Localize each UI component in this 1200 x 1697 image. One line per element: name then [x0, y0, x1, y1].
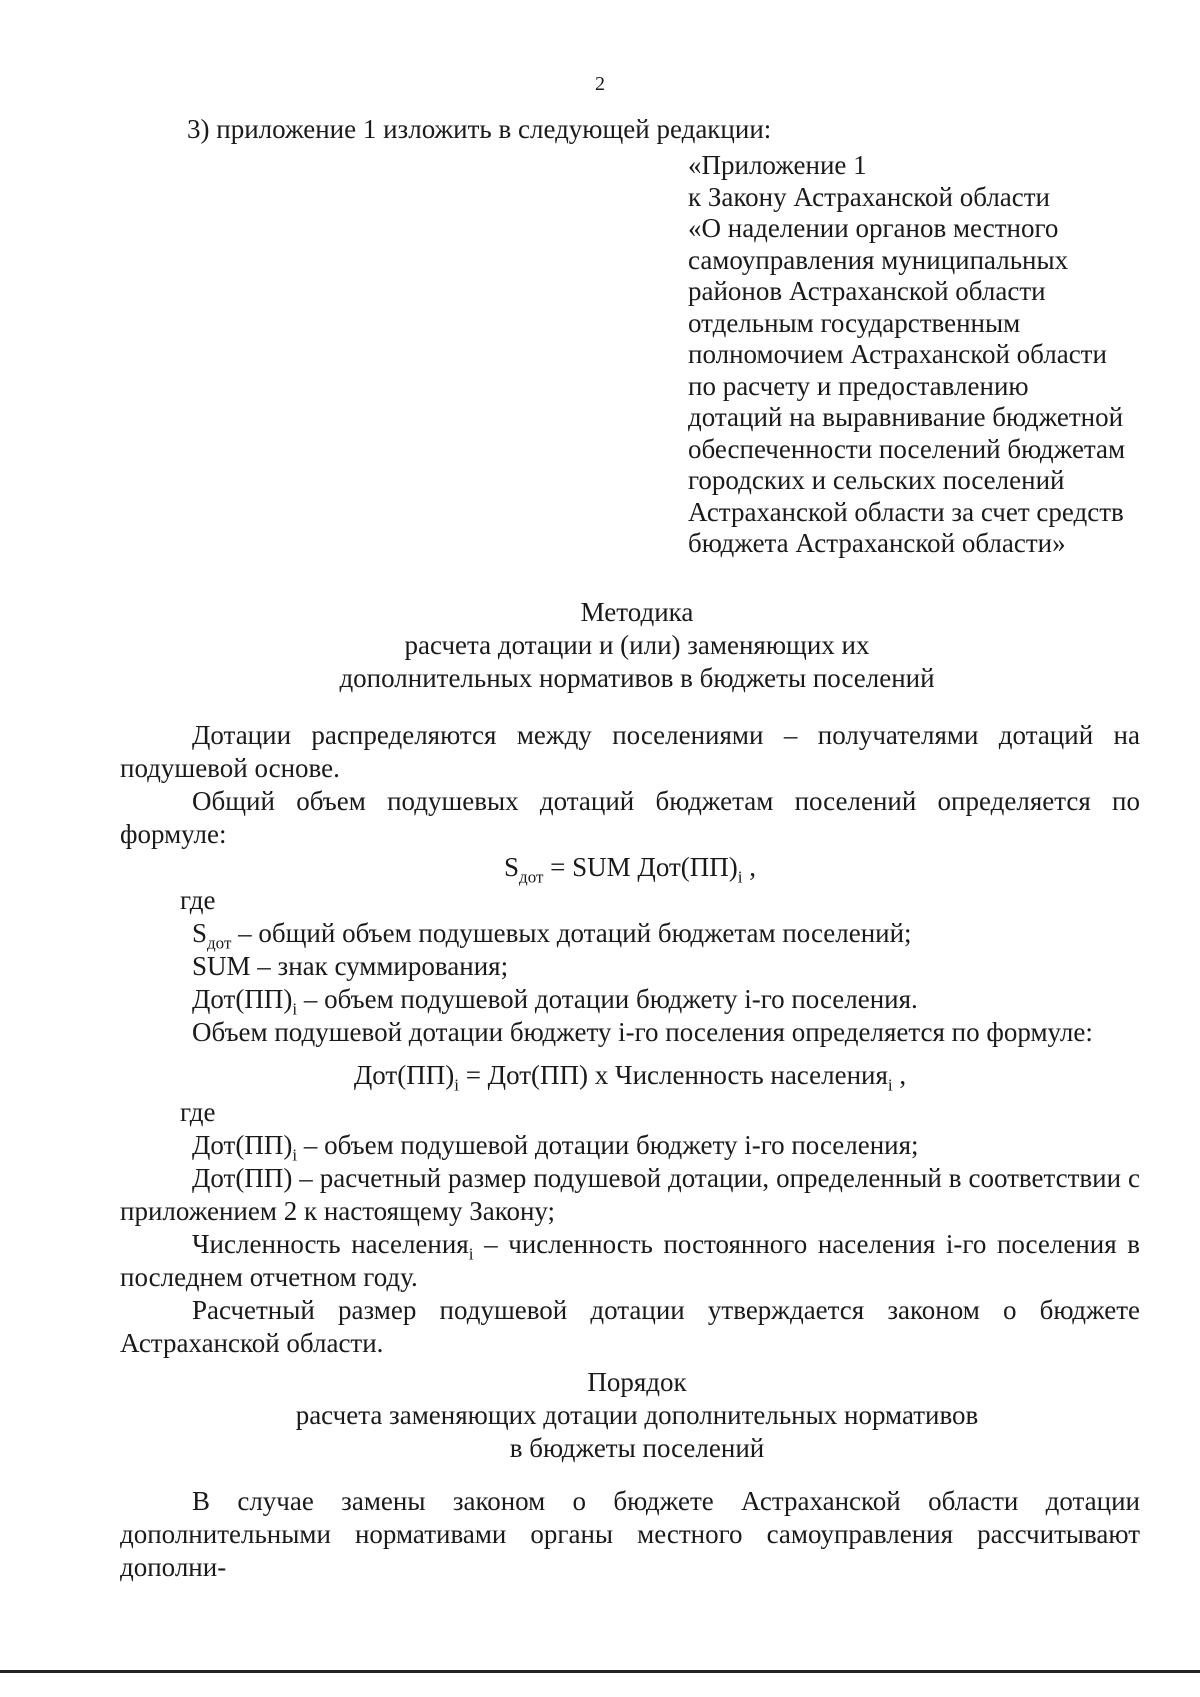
appendix-line: полномочием Астраханской области — [688, 339, 1107, 369]
formula — [120, 1059, 1140, 1095]
formula-subscript: i — [737, 867, 743, 887]
formula-subscript: i — [887, 1075, 893, 1095]
bottom-rule — [0, 1670, 1200, 1673]
formula-subscript: дот — [519, 867, 544, 887]
formula-symbol: Дот(ПП) — [353, 1060, 455, 1090]
order-subheading: расчета заменяющих дотации дополнительных нормативов — [295, 1400, 979, 1430]
definition-text: – объем подушевой дотации бюджету i-го поселения. — [297, 984, 918, 1014]
methodology-heading: Методика — [580, 597, 694, 627]
appendix-line: отдельным государственным — [688, 307, 1021, 338]
paragraph: В случае замены законом о бюджете Астраханской области дотации дополнительными нормативами органы местного самоуправления рассчитывают дополни- — [120, 1486, 1140, 1582]
definition — [120, 1228, 1140, 1294]
appendix-line: бюджета Астраханской области» — [688, 528, 1066, 558]
paragraph: Общий объем подушевых дотаций бюджетам поселений определяется по формуле: — [120, 786, 1140, 849]
definition-subscript: i — [468, 1244, 474, 1264]
definition: Дот(ПП) – расчетный размер подушевой дотации, определенный в соответствии с приложением 2 к настоящему Закону; — [120, 1163, 1140, 1226]
definition-symbol: S — [192, 918, 208, 948]
appendix-line: «О наделении органов местного — [688, 213, 1059, 243]
methodology-subheading: расчета дотации и (или) заменяющих их — [404, 630, 870, 660]
formula-subscript: i — [454, 1075, 459, 1095]
formula-tail: , — [742, 852, 756, 882]
appendix-line: дотаций на выравнивание бюджетной — [688, 402, 1124, 432]
order-title — [120, 1366, 1154, 1465]
paragraph: Объем подушевой дотации бюджету i-го поселения определяется по формуле: — [192, 1017, 1093, 1047]
definition — [120, 983, 1140, 1019]
formula — [120, 851, 1140, 887]
formula-tail: , — [892, 1060, 907, 1090]
definition — [120, 917, 1140, 953]
order-subheading: в бюджеты поселений — [509, 1433, 765, 1463]
definition-subscript: i — [292, 999, 298, 1019]
methodology-body — [120, 719, 1140, 1360]
definition-symbol: Численность населения — [192, 1229, 469, 1259]
definition-text: – объем подушевой дотации бюджету i-го поселения; — [297, 1130, 919, 1160]
definition-text: – общий объем подушевых дотаций бюджетам поселений; — [231, 918, 912, 948]
definition: SUM – знак суммирования; — [192, 951, 509, 981]
methodology-title — [120, 596, 1154, 695]
formula-expression: = Дот(ПП) х Численность населения — [458, 1060, 888, 1090]
definition-subscript: i — [292, 1145, 298, 1165]
appendix-line: Астраханской области за счет средств — [688, 496, 1124, 527]
appendix-line: обеспеченности поселений бюджетам — [688, 433, 1126, 464]
where-label: где — [180, 885, 216, 915]
appendix-line: «Приложение 1 — [688, 150, 867, 180]
paragraph: Дотации распределяются между поселениями – получателями дотаций на подушевой основе. — [120, 720, 1140, 783]
formula-expression: = SUM Дот(ПП) — [543, 852, 738, 882]
order-body — [120, 1485, 1140, 1584]
definition — [120, 1129, 1140, 1165]
intro-line: 3) приложение 1 изложить в следующей редакции: — [187, 114, 772, 144]
definition-text: – численность постоянного населения i-го поселения в последнем отчетном году. — [120, 1229, 1140, 1292]
formula-symbol: S — [504, 852, 520, 882]
methodology-subheading: дополнительных нормативов в бюджеты поселений — [339, 663, 935, 693]
appendix-line: к Закону Астраханской области — [688, 181, 1051, 212]
order-heading: Порядок — [587, 1367, 687, 1397]
definition-subscript: дот — [207, 933, 232, 953]
appendix-line: районов Астраханской области — [688, 276, 1046, 306]
page-number: 2 — [595, 73, 605, 95]
appendix-line: по расчету и предоставлению — [688, 370, 1029, 401]
appendix-line: городских и сельских поселений — [688, 465, 1065, 495]
appendix-line: самоуправления муниципальных — [688, 244, 1069, 275]
appendix-header — [688, 150, 1148, 560]
paragraph: Расчетный размер подушевой дотации утверждается законом о бюджете Астраханской области. — [120, 1295, 1140, 1358]
definition-symbol: Дот(ПП) — [192, 984, 293, 1014]
where-label: где — [180, 1097, 216, 1127]
definition-symbol: Дот(ПП) — [192, 1130, 293, 1160]
